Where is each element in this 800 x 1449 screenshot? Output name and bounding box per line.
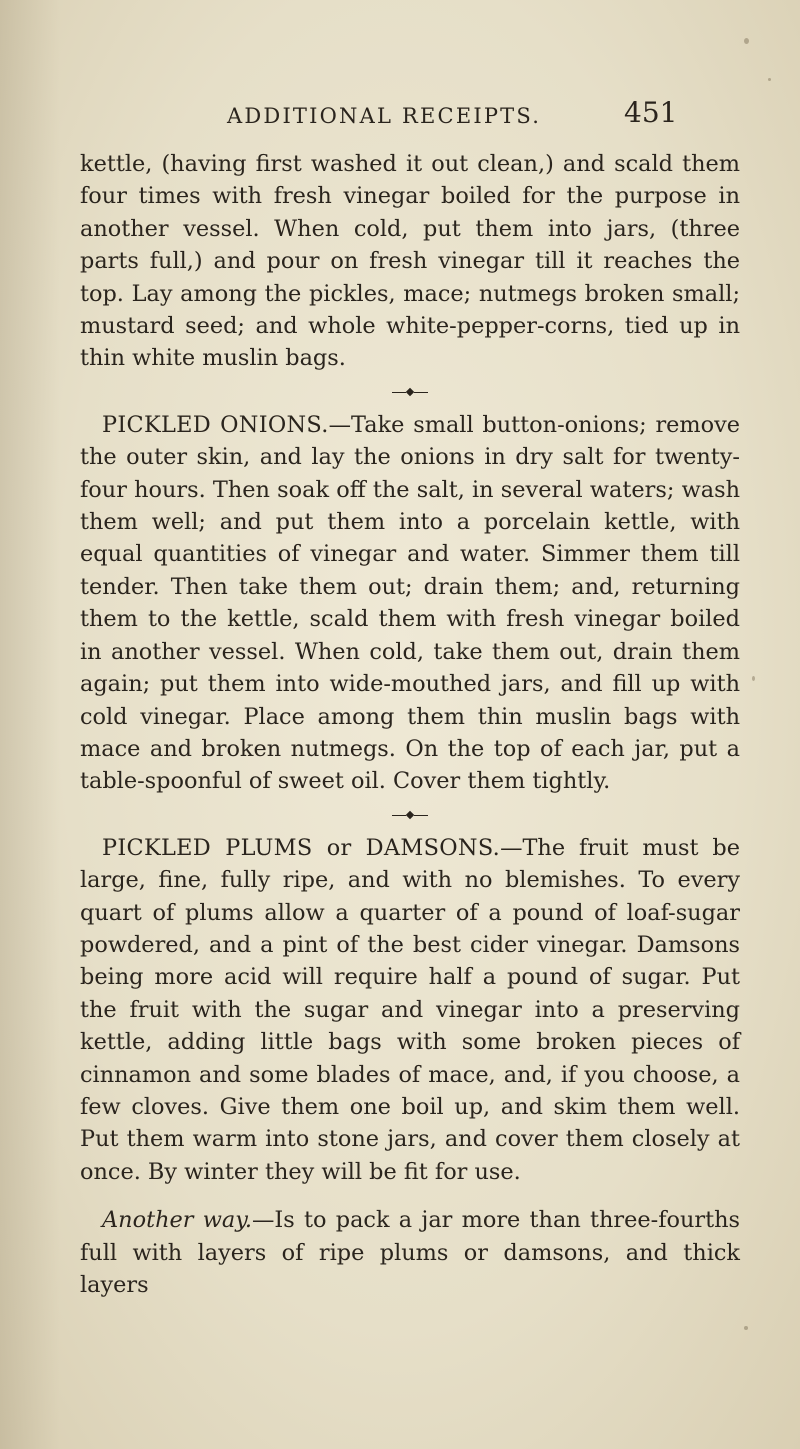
page-number: 451 xyxy=(624,96,678,129)
paper-speck xyxy=(744,38,749,44)
recipe-body: —The fruit must be large, fine, fully ripe, and with no blemishes. To every quart of plums allow a quarter of a pound of loaf-sugar powdered, and a pint of the best cider vinegar. Damsons being more acid will require half a pound of sugar. Put the fruit with the sugar and vinegar into a preserving kettle, adding little bags with some broken pieces of cinnamon and some blades of mace, and, if you choose, a few cloves. Give them one boil up, and skim them well. Put them warm into stone jars, and cover them closely at once. By winter they will be fit for use. xyxy=(80,834,740,1185)
running-head xyxy=(0,96,800,136)
diamond-ornament-icon xyxy=(406,811,414,819)
recipe-body: —Take small button-onions; remove the outer skin, and lay the onions in dry salt for twenty-four hours. Then soak off the salt, in several waters; wash them well; and put them into a porcelain kettle, with equal quantities of vinegar and water. Simmer them till tender. Then take them out; drain them; and, returning them to the kettle, scald them with fresh vinegar boiled in another vessel. When cold, take them out, drain them again; put them into wide-mouthed jars, and fill up with cold vinegar. Place among them thin muslin bags with mace and broken nutmegs. On the top of each jar, put a table-spoonful of sweet oil. Cover them tightly. xyxy=(80,411,741,795)
section-divider xyxy=(80,375,740,409)
diamond-ornament-icon xyxy=(406,388,414,396)
continued-paragraph: kettle, (having first washed it out clean,) and scald them four times with fresh vinegar boiled for the purpose in another vessel. When cold, put them into jars, (three parts full,) and pour on fresh vinegar till it reaches the top. Lay among the pickles, mace; nutmegs broken small; mustard seed; and whole white-pepper-corns, tied up in thin white muslin bags. xyxy=(80,151,740,372)
recipe-pickled-plums xyxy=(80,832,740,1188)
recipe-pickled-onions xyxy=(80,409,740,798)
paper-speck xyxy=(752,676,755,681)
another-way-body: —Is to pack a jar more than three-fourths full with layers of ripe plums or damsons, and thick layers xyxy=(80,1207,740,1298)
running-head-title: ADDITIONAL RECEIPTS. xyxy=(227,104,542,128)
another-way-label: Another way. xyxy=(102,1207,253,1234)
recipe-title: PICKLED ONIONS. xyxy=(102,411,329,438)
page-text xyxy=(80,148,740,1301)
paper-speck xyxy=(744,1326,748,1330)
page-edge-shadow xyxy=(0,0,60,1449)
another-way-paragraph xyxy=(80,1204,740,1301)
section-divider xyxy=(80,798,740,832)
paper-speck xyxy=(768,78,771,81)
recipe-title: PICKLED PLUMS or DAMSONS. xyxy=(102,834,501,861)
